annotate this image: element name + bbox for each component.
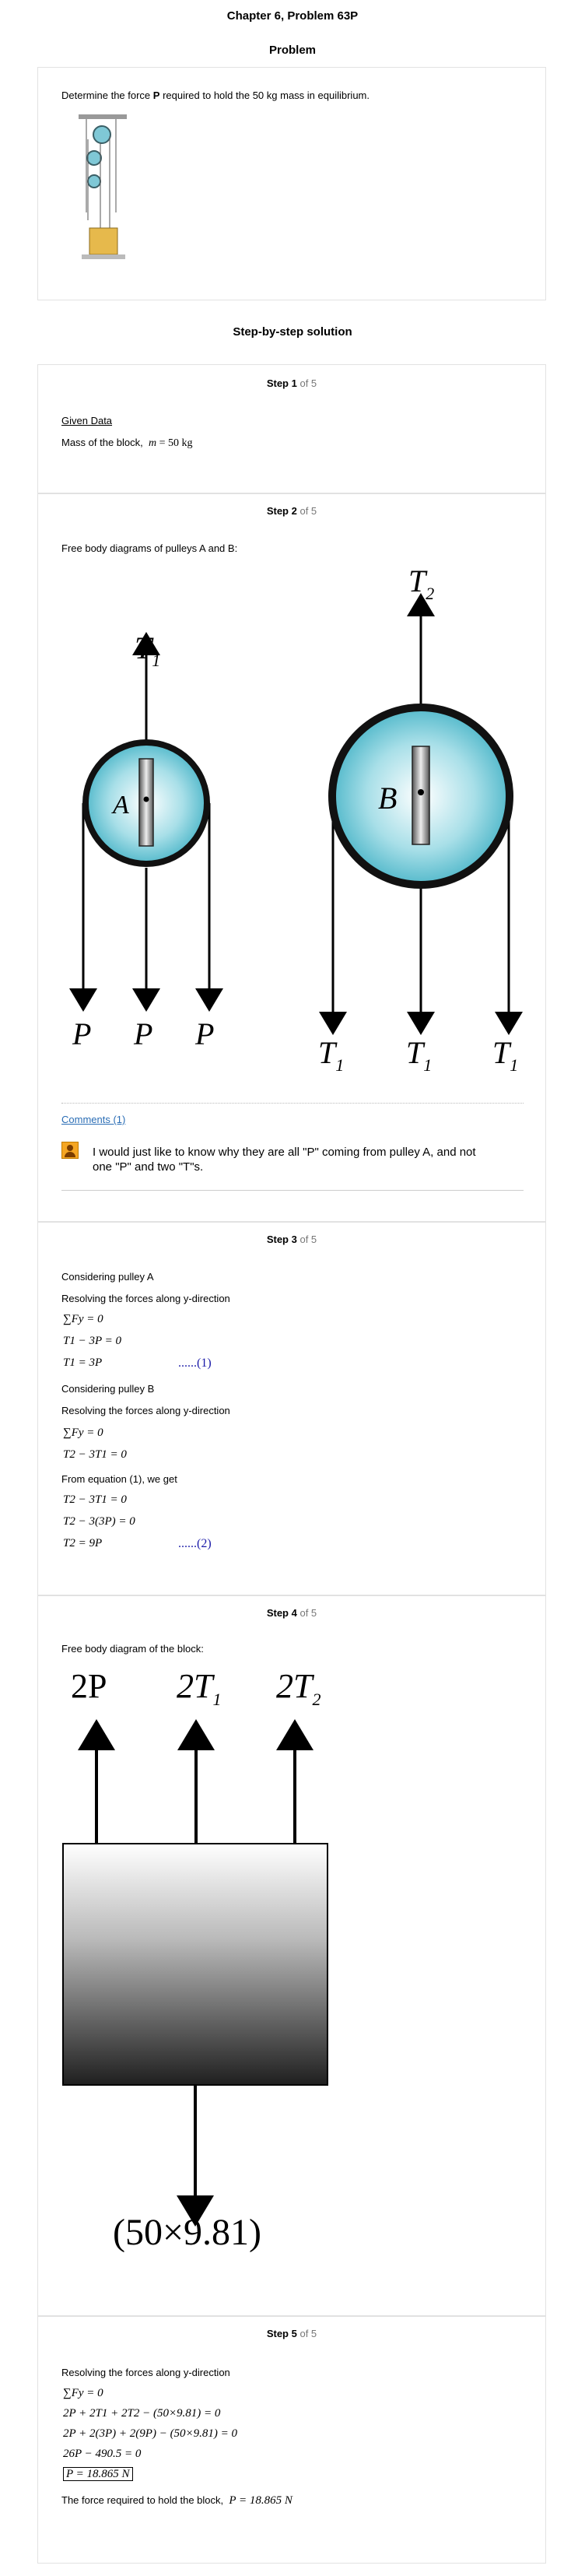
given-data-heading: Given Data [61,415,113,426]
force-label-2p: 2P [71,1667,107,1705]
final-answer-line: The force required to hold the block, P = 18.865 N [61,2494,292,2507]
from-equation-1: From equation (1), we get [61,1473,177,1485]
problem-statement: Determine the force P required to hold the 50 kg mass in equilibrium. [61,89,370,101]
step-5-label: Step 5 of 5 [266,2328,317,2339]
considering-pulley-a: Considering pulley A [61,1271,154,1283]
eq5-1: ∑Fy = 0 [63,2387,103,2399]
step-5-panel [37,2316,546,2564]
eq-a3: T1 = 3P [63,1356,103,1369]
label-b-t1-left: $T_1$ [318,1035,345,1075]
label-b-top: $T_2$ [408,563,435,603]
label-a-p2: P [134,1016,153,1051]
eq-a1: ∑Fy = 0 [63,1313,103,1325]
eq5-5-boxed: P = 18.865 N [63,2468,133,2481]
resolving-y-3: Resolving the forces along y-direction [61,2367,230,2378]
eq-b2: T2 − 3T1 = 0 [63,1448,127,1461]
pulley-b-letter: B [378,781,398,816]
eq-c3: T2 = 9P [63,1537,103,1549]
fbd-block-intro: Free body diagram of the block: [61,1643,204,1655]
step-4-label: Step 4 of 5 [266,1607,317,1619]
label-a-top: $T_1$ [135,630,161,670]
commenter-avatar [61,1142,79,1159]
force-label-2t2: $2T_2$ [276,1667,321,1709]
comment-text: I would just like to know why they are all "P" coming from pulley A, and not one "P" and two "T"s. [93,1146,476,1174]
mass-line: Mass of the block, m = 50 kg [61,437,193,449]
force-label-2t1: $2T_1$ [177,1667,222,1709]
resolving-y-2: Resolving the forces along y-direction [61,1405,230,1416]
eq-c1: T2 − 3T1 = 0 [63,1493,127,1506]
eq5-2: 2P + 2T1 + 2T2 − (50×9.81) = 0 [63,2407,221,2420]
pulley-fbd-diagram [38,556,547,1039]
considering-pulley-b: Considering pulley B [61,1383,155,1395]
step-3-label: Step 3 of 5 [266,1234,317,1245]
problem-heading: Problem [268,44,316,57]
chapter-title: Chapter 6, Problem 63P [226,9,359,23]
problem-panel [37,67,546,300]
step-2-panel [37,493,546,1222]
problem-figure [71,111,133,267]
label-b-t1-right: $T_1$ [492,1035,519,1075]
step-1-panel [37,364,546,493]
eq5-4: 26P − 490.5 = 0 [63,2448,142,2460]
mass-block [63,1844,328,2085]
block-fbd-diagram [38,1666,547,2289]
label-a-p3: P [195,1016,215,1051]
eq5-3: 2P + 2(3P) + 2(9P) − (50×9.81) = 0 [63,2427,238,2440]
eq-c2: T2 − 3(3P) = 0 [63,1515,135,1528]
eq-number-1: ......(1) [178,1356,212,1370]
resolving-y-1: Resolving the forces along y-direction [61,1293,230,1304]
fbd-pulleys-intro: Free body diagrams of pulleys A and B: [61,542,238,554]
pulley-a-letter: A [113,791,129,819]
label-a-p1: P [72,1016,92,1051]
label-b-t1-mid: $T_1$ [406,1035,433,1075]
step-1-label: Step 1 of 5 [266,377,317,389]
eq-a2: T1 − 3P = 0 [63,1335,121,1347]
eq-number-2: ......(2) [178,1537,212,1550]
weight-label: (50×9.81) [113,2212,262,2253]
comments-link[interactable]: Comments (1) [61,1114,126,1125]
step-3-panel [37,1222,546,1595]
step-2-label: Step 2 of 5 [266,505,317,517]
step-4-panel [37,1595,546,2316]
solution-heading: Step-by-step solution [233,325,352,339]
eq-b1: ∑Fy = 0 [63,1427,103,1439]
